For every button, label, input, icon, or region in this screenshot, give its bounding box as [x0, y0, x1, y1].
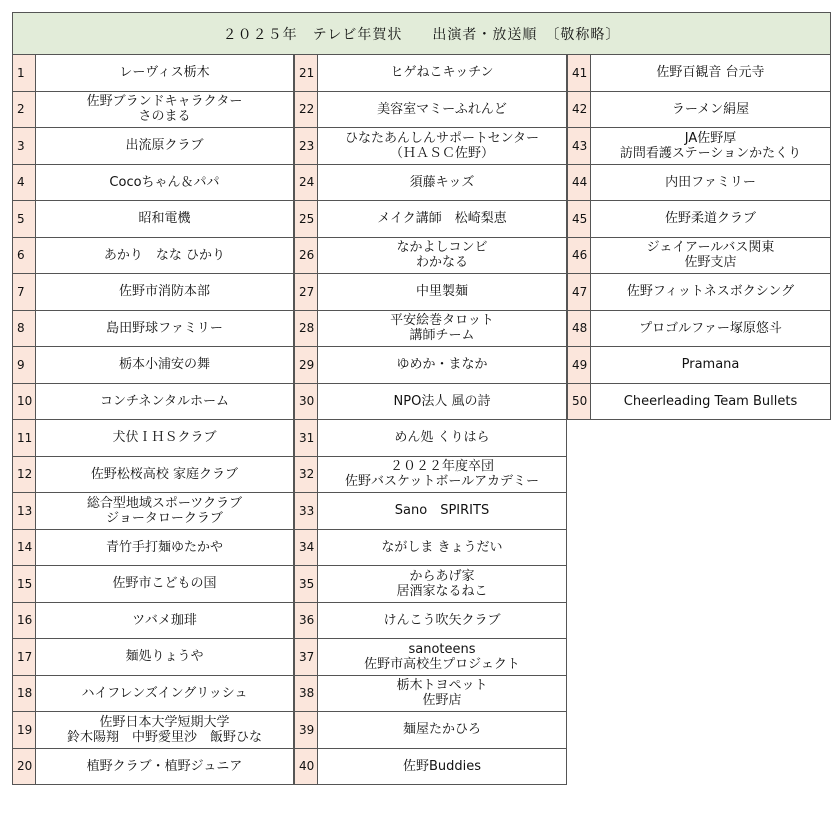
- performer-name-line: コンチネンタルホーム: [100, 393, 229, 409]
- order-number: 8: [12, 311, 36, 348]
- performer-name-line: 佐野百観音 台元寺: [656, 65, 765, 81]
- order-number: 41: [567, 55, 591, 92]
- order-number: 21: [294, 55, 318, 92]
- performer-name: [36, 55, 294, 92]
- order-number: 7: [12, 274, 36, 311]
- performer-name-line: 須藤キッズ: [409, 174, 475, 190]
- table-row: [12, 749, 294, 786]
- table-row: [294, 384, 567, 421]
- performer-name-line: 栃本小浦安の舞: [118, 357, 210, 373]
- performer-name: [318, 201, 567, 238]
- table-row: [12, 128, 294, 165]
- performer-name-line: めん処 くりはら: [394, 430, 490, 446]
- table-row: [294, 420, 567, 457]
- order-number: 17: [12, 639, 36, 676]
- order-number: 12: [12, 457, 36, 494]
- performer-name: [36, 493, 294, 530]
- performer-name: [36, 347, 294, 384]
- table-row: [12, 55, 294, 92]
- page-title: ２０２５年 テレビ年賀状 出演者・放送順 〔敬称略〕: [12, 12, 831, 55]
- table-row: [567, 347, 831, 384]
- table-row: [12, 566, 294, 603]
- order-number: 14: [12, 530, 36, 567]
- performer-name-line: 佐野バスケットボールアカデミー: [345, 474, 539, 490]
- table-row: [294, 55, 567, 92]
- performer-name: [318, 457, 567, 494]
- performer-name-line: Sano SPIRITS: [394, 503, 490, 519]
- order-number: 3: [12, 128, 36, 165]
- performer-name: [591, 201, 831, 238]
- performer-name: [36, 530, 294, 567]
- order-number: 13: [12, 493, 36, 530]
- table-row: [294, 603, 567, 640]
- order-number: 30: [294, 384, 318, 421]
- table-row: [567, 384, 831, 421]
- order-number: 48: [567, 311, 591, 348]
- performer-name-line: 佐野店: [422, 693, 462, 709]
- performer-name: [318, 749, 567, 786]
- order-number: 43: [567, 128, 591, 165]
- performer-name-line: JA佐野厚: [684, 130, 737, 146]
- performer-name: [591, 238, 831, 275]
- table-row: [294, 639, 567, 676]
- table-row: [12, 92, 294, 129]
- table-row: [567, 165, 831, 202]
- performer-name: [36, 603, 294, 640]
- performer-name-line: ジョータロークラブ: [106, 510, 223, 526]
- table-row: [12, 238, 294, 275]
- performer-name-line: 総合型地域スポーツクラブ: [86, 495, 243, 511]
- order-number: 23: [294, 128, 318, 165]
- order-number: 20: [12, 749, 36, 786]
- performer-name-line: ２０２２年度卒団: [389, 459, 494, 475]
- performer-name-line: 佐野日本大学短期大学: [99, 714, 230, 730]
- performer-name-line: 平安絵巻タロット: [390, 313, 494, 329]
- performer-name-line: Cocoちゃん＆パパ: [109, 174, 220, 190]
- order-number: 46: [567, 238, 591, 275]
- performer-name-line: 佐野市高校生プロジェクト: [364, 656, 520, 672]
- performer-name: [318, 420, 567, 457]
- performer-column-2: [294, 55, 567, 785]
- performer-name-line: 講師チーム: [409, 328, 475, 344]
- performer-name-line: ひなたあんしんサポートセンター: [344, 130, 540, 146]
- performer-name: [318, 274, 567, 311]
- performer-name: [318, 493, 567, 530]
- performer-name: [318, 676, 567, 713]
- performer-name-line: 麺処りょうや: [125, 649, 204, 665]
- performer-name: [36, 384, 294, 421]
- order-number: 4: [12, 165, 36, 202]
- performer-name-line: ヒゲねこキッチン: [390, 65, 494, 81]
- performer-name-line: NPO法人 風の詩: [393, 393, 491, 409]
- table-row: [12, 457, 294, 494]
- performer-name-line: 佐野市消防本部: [118, 284, 210, 300]
- performer-name-line: 青竹手打麺ゆたかや: [105, 539, 223, 555]
- table-row: [12, 201, 294, 238]
- table-row: [12, 639, 294, 676]
- table-row: [294, 92, 567, 129]
- table-row: [294, 566, 567, 603]
- performer-name: [318, 238, 567, 275]
- order-number: 50: [567, 384, 591, 421]
- table-row: [294, 274, 567, 311]
- performer-name: [36, 165, 294, 202]
- performer-name: [318, 92, 567, 129]
- order-number: 2: [12, 92, 36, 129]
- performer-name: [591, 55, 831, 92]
- order-number: 18: [12, 676, 36, 713]
- table-row: [12, 676, 294, 713]
- performer-name: [318, 566, 567, 603]
- order-number: 25: [294, 201, 318, 238]
- order-number: 47: [567, 274, 591, 311]
- order-number: 6: [12, 238, 36, 275]
- order-number: 44: [567, 165, 591, 202]
- performer-name: [591, 128, 831, 165]
- performer-name-line: Cheerleading Team Bullets: [623, 393, 798, 409]
- table-row: [294, 457, 567, 494]
- performer-name-line: 佐野ブランドキャラクター: [86, 94, 243, 110]
- order-number: 5: [12, 201, 36, 238]
- order-number: 28: [294, 311, 318, 348]
- order-number: 40: [294, 749, 318, 786]
- performer-name-line: 麺屋たかひろ: [402, 722, 481, 738]
- performer-name: [36, 238, 294, 275]
- performer-name: [36, 420, 294, 457]
- performer-name-line: さのまる: [138, 109, 191, 125]
- performer-name-line: ジェイアールバス関東: [646, 240, 775, 256]
- performer-name-line: 中里製麺: [415, 284, 468, 300]
- order-number: 16: [12, 603, 36, 640]
- order-number: 22: [294, 92, 318, 129]
- table-row: [294, 493, 567, 530]
- order-number: 24: [294, 165, 318, 202]
- order-number: 27: [294, 274, 318, 311]
- performer-name: [36, 676, 294, 713]
- performer-name: [36, 566, 294, 603]
- performer-name-line: からあげ家: [409, 568, 475, 584]
- table-row: [12, 165, 294, 202]
- order-number: 11: [12, 420, 36, 457]
- performer-name-line: sanoteens: [408, 641, 476, 657]
- table-row: [567, 128, 831, 165]
- performer-name-line: プロゴルファー塚原悠斗: [639, 320, 782, 336]
- performer-name: [591, 274, 831, 311]
- performer-name: [318, 347, 567, 384]
- performer-name: [36, 128, 294, 165]
- table-row: [294, 201, 567, 238]
- table-row: [12, 530, 294, 567]
- performer-name-line: なかよしコンビ: [396, 240, 488, 256]
- performer-column-1: [12, 55, 294, 785]
- order-number: 49: [567, 347, 591, 384]
- table-row: [567, 274, 831, 311]
- performer-name-line: 佐野市こどもの国: [112, 576, 217, 592]
- performer-name-line: 佐野柔道クラブ: [664, 211, 756, 227]
- performer-name: [591, 384, 831, 421]
- table-row: [294, 311, 567, 348]
- order-number: 10: [12, 384, 36, 421]
- performer-name: [318, 384, 567, 421]
- table-row: [567, 238, 831, 275]
- table-row: [12, 274, 294, 311]
- performer-name-line: ツバメ珈琲: [132, 612, 197, 628]
- performer-name-line: ハイフレンズイングリッシュ: [81, 685, 248, 701]
- order-number: 36: [294, 603, 318, 640]
- performer-name-line: メイク講師 松崎梨恵: [377, 211, 507, 227]
- order-number: 26: [294, 238, 318, 275]
- table-row: [12, 384, 294, 421]
- performer-name: [591, 165, 831, 202]
- order-number: 29: [294, 347, 318, 384]
- performer-name-line: 植野クラブ・植野ジュニア: [86, 758, 243, 774]
- performer-name-line: 内田ファミリー: [665, 174, 756, 190]
- table-row: [12, 311, 294, 348]
- performer-name: [36, 749, 294, 786]
- performer-name: [318, 530, 567, 567]
- order-number: 32: [294, 457, 318, 494]
- performer-name: [591, 347, 831, 384]
- performer-name-line: 居酒家なるねこ: [396, 583, 488, 599]
- performer-name-line: 栃木トヨペット: [396, 678, 488, 694]
- performer-name-line: 佐野支店: [684, 255, 737, 271]
- performer-name: [36, 457, 294, 494]
- performer-name: [36, 311, 294, 348]
- order-number: 42: [567, 92, 591, 129]
- table-row: [12, 493, 294, 530]
- performer-name-line: 犬伏ＩＨＳクラブ: [112, 430, 217, 446]
- performer-name-line: 佐野松桜高校 家庭クラブ: [90, 466, 239, 482]
- performer-name: [36, 639, 294, 676]
- table-row: [12, 347, 294, 384]
- performer-name: [318, 603, 567, 640]
- order-number: 1: [12, 55, 36, 92]
- performer-column-3: [567, 55, 831, 420]
- order-number: 19: [12, 712, 36, 749]
- order-number: 33: [294, 493, 318, 530]
- performer-name: [36, 274, 294, 311]
- order-number: 9: [12, 347, 36, 384]
- order-number: 38: [294, 676, 318, 713]
- order-number: 37: [294, 639, 318, 676]
- table-row: [294, 530, 567, 567]
- performer-name: [36, 92, 294, 129]
- performer-name: [591, 92, 831, 129]
- performer-name-line: ゆめか・まなか: [396, 357, 488, 373]
- order-number: 45: [567, 201, 591, 238]
- performer-name: [318, 712, 567, 749]
- performer-name-line: ラーメン絹屋: [671, 101, 750, 117]
- order-number: 31: [294, 420, 318, 457]
- table-row: [294, 676, 567, 713]
- performer-name: [318, 128, 567, 165]
- table-row: [12, 603, 294, 640]
- performer-name-line: ながしま きょうだい: [381, 539, 503, 555]
- table-row: [294, 347, 567, 384]
- performer-name-line: 訪問看護ステーションかたくり: [619, 145, 802, 161]
- table-row: [567, 311, 831, 348]
- table-row: [294, 238, 567, 275]
- performer-name: [318, 639, 567, 676]
- table-row: [294, 749, 567, 786]
- performer-name-line: （ＨＡＳＣ佐野）: [389, 145, 494, 161]
- order-number: 15: [12, 566, 36, 603]
- performer-name-line: 昭和電機: [138, 211, 191, 227]
- table-row: [567, 55, 831, 92]
- table-row: [567, 201, 831, 238]
- performer-name-line: わかなる: [415, 255, 468, 271]
- performer-name: [36, 201, 294, 238]
- performer-name-line: 美容室マミーふれんど: [377, 101, 507, 117]
- performer-name-line: Pramana: [681, 357, 740, 373]
- table-row: [12, 420, 294, 457]
- table-row: [294, 712, 567, 749]
- performer-name-line: けんこう吹矢クラブ: [383, 612, 501, 628]
- performer-name-line: 鈴木陽翔 中野愛里沙 飯野ひな: [66, 729, 262, 745]
- order-number: 39: [294, 712, 318, 749]
- order-number: 35: [294, 566, 318, 603]
- performer-name: [318, 55, 567, 92]
- table-row: [294, 165, 567, 202]
- performer-name-line: 島田野球ファミリー: [106, 320, 223, 336]
- performer-name-line: 佐野Buddies: [402, 758, 482, 774]
- table-row: [12, 712, 294, 749]
- performer-name-line: 佐野フィットネスボクシング: [626, 284, 795, 300]
- performer-name-line: レーヴィス栃木: [119, 65, 210, 81]
- table-row: [294, 128, 567, 165]
- performer-name: [591, 311, 831, 348]
- table-row: [567, 92, 831, 129]
- performer-name-line: あかり なな ひかり: [103, 247, 226, 263]
- performer-name-line: 出流原クラブ: [125, 138, 204, 154]
- order-number: 34: [294, 530, 318, 567]
- performer-name: [318, 311, 567, 348]
- performer-name: [36, 712, 294, 749]
- performer-name: [318, 165, 567, 202]
